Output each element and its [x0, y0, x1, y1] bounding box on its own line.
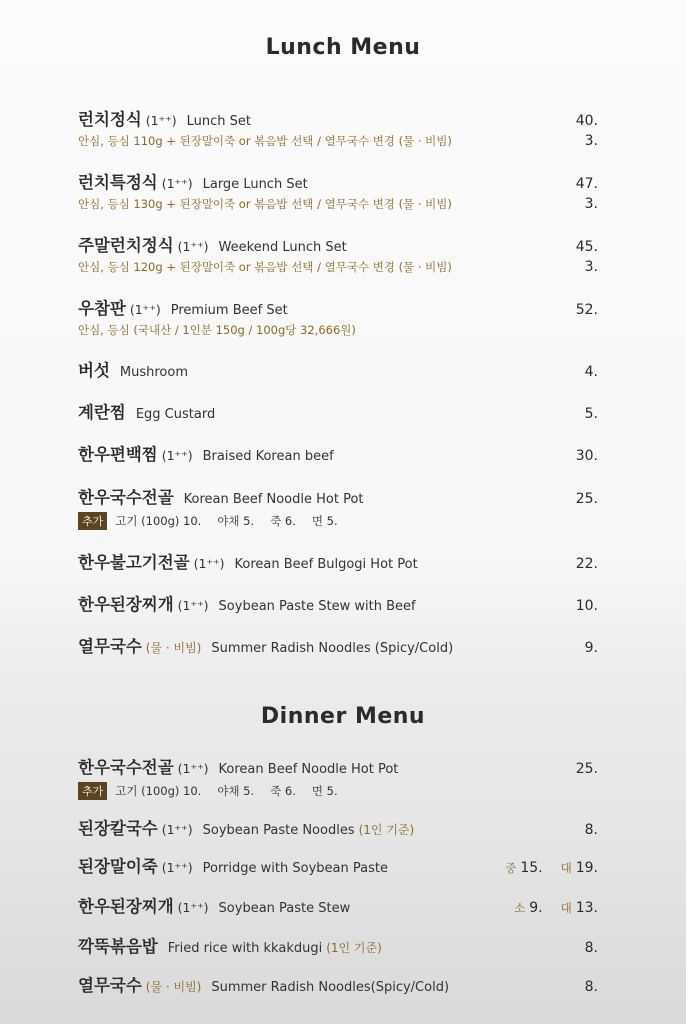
item-name-kr: 한우된장찌개: [78, 897, 174, 916]
item-grade: (1⁺⁺): [177, 239, 209, 254]
item-note: (물 · 비빔): [145, 980, 202, 994]
item-price: 8.: [584, 940, 598, 956]
item-name-en: Premium Beef Set: [170, 303, 288, 318]
addon-item: 야채 5.: [217, 514, 255, 528]
menu-item-lunch-set: [78, 106, 598, 149]
item-name-en: Korean Beef Bulgogi Hot Pot: [234, 557, 418, 572]
item-price: 8.: [584, 979, 598, 995]
size-prices: [514, 900, 598, 916]
menu-item-beef-noodle-hot-pot-dinner: [78, 754, 598, 800]
item-name-kr: 한우불고기전골: [78, 553, 190, 572]
item-name-kr: 한우된장찌개: [78, 595, 174, 614]
item-grade: (1⁺⁺): [161, 448, 193, 463]
item-name-kr: 한우국수전골: [78, 758, 174, 777]
addon-item: 죽 6.: [270, 784, 296, 798]
item-price: 9.: [584, 640, 598, 656]
addon-badge: 추가: [78, 782, 107, 800]
item-name-en: Summer Radish Noodles (Spicy/Cold): [211, 641, 454, 656]
menu-item-braised-beef: [78, 441, 598, 465]
item-name-en: Fried rice with kkakdugi: [167, 941, 323, 956]
item-name-kr: 한우국수전골: [78, 488, 174, 507]
menu-item-soybean-noodles: [78, 815, 598, 839]
menu-item-soybean-paste-stew: [78, 893, 598, 917]
addon-item: 고기 (100g) 10.: [115, 784, 202, 798]
item-name-en: Large Lunch Set: [202, 177, 308, 192]
item-note: (물 · 비빔): [145, 641, 202, 655]
item-name-kr: 런치정식: [78, 110, 142, 129]
menu-item-beef-noodle-hot-pot: [78, 484, 598, 530]
menu-item-soybean-stew-beef: [78, 591, 598, 615]
item-grade: (1⁺⁺): [161, 176, 193, 191]
addon-list: [78, 782, 598, 800]
option-price: 3.: [584, 133, 598, 149]
menu-item-mushroom: [78, 357, 598, 381]
item-grade: (1⁺⁺): [177, 598, 209, 613]
addon-item: 죽 6.: [270, 514, 296, 528]
item-price: 8.: [584, 822, 598, 838]
item-grade: (1⁺⁺): [177, 761, 209, 776]
dinner-menu-title: Dinner Menu: [260, 704, 426, 729]
addon-item: 야채 5.: [217, 784, 255, 798]
item-price: 25.: [575, 491, 598, 507]
item-price: 40.: [575, 113, 598, 129]
menu-item-large-lunch-set: [78, 169, 598, 212]
item-name-en: Braised Korean beef: [202, 449, 334, 464]
item-price: 22.: [575, 556, 598, 572]
item-price: 5.: [584, 406, 598, 422]
menu-item-egg-custard: [78, 399, 598, 423]
menu-item-weekend-lunch-set: [78, 232, 598, 275]
addon-badge: 추가: [78, 512, 107, 530]
option-price: 3.: [584, 259, 598, 275]
item-name-en: Soybean Paste Noodles: [202, 823, 355, 838]
item-description: 안심, 등심 120g + 된장말이죽 or 볶음밥 선택 / 열무국수 변경 (물 · 비빔): [78, 260, 452, 274]
item-grade: (1⁺⁺): [129, 302, 161, 317]
size-price: 9.: [529, 900, 543, 916]
item-note: (1인 기준): [326, 941, 382, 955]
item-description: 안심, 등심 (국내산 / 1인분 150g / 100g당 32,666원): [78, 323, 356, 337]
item-name-kr: 된장칼국수: [78, 819, 158, 838]
option-price: 3.: [584, 196, 598, 212]
size-price: 15.: [520, 860, 543, 876]
item-price: 25.: [575, 761, 598, 777]
item-grade: (1⁺⁺): [161, 822, 193, 837]
size-price: 19.: [575, 860, 598, 876]
item-name-kr: 한우편백찜: [78, 445, 158, 464]
item-name-en: Korean Beef Noodle Hot Pot: [218, 762, 399, 777]
item-name-en: Weekend Lunch Set: [218, 240, 347, 255]
item-price: 47.: [575, 176, 598, 192]
size-prices: [505, 860, 598, 876]
item-grade: (1⁺⁺): [161, 860, 193, 875]
item-grade: (1⁺⁺): [193, 556, 225, 571]
item-name-en: Mushroom: [119, 365, 188, 380]
item-price: 45.: [575, 239, 598, 255]
item-price: 10.: [575, 598, 598, 614]
size-price: 13.: [575, 900, 598, 916]
item-name-kr: 런치특정식: [78, 173, 158, 192]
item-price: 30.: [575, 448, 598, 464]
size-label: 소: [514, 901, 526, 915]
item-name-kr: 깍뚝볶음밥: [78, 937, 158, 956]
item-name-kr: 우참판: [78, 299, 126, 318]
item-name-kr: 된장말이죽: [78, 857, 158, 876]
menu-item-soybean-porridge: [78, 853, 598, 877]
item-description: 안심, 등심 130g + 된장말이죽 or 볶음밥 선택 / 열무국수 변경 (물 · 비빔): [78, 197, 452, 211]
item-name-en: Soybean Paste Stew: [218, 901, 351, 916]
item-description: 안심, 등심 110g + 된장말이죽 or 볶음밥 선택 / 열무국수 변경 (물 · 비빔): [78, 134, 452, 148]
item-name-kr: 주말런치정식: [78, 236, 174, 255]
addon-item: 고기 (100g) 10.: [115, 514, 202, 528]
item-name-kr: 버섯: [78, 361, 110, 380]
lunch-menu-title: Lunch Menu: [265, 35, 421, 60]
size-label: 대: [560, 861, 572, 875]
size-label: 대: [560, 901, 572, 915]
menu-item-radish-noodles-dinner: [78, 972, 598, 996]
item-name-en: Soybean Paste Stew with Beef: [218, 599, 416, 614]
item-price: 4.: [584, 364, 598, 380]
addon-item: 면 5.: [311, 784, 338, 798]
item-name-en: Porridge with Soybean Paste: [202, 861, 388, 876]
item-name-en: Korean Beef Noodle Hot Pot: [183, 492, 364, 507]
item-name-en: Summer Radish Noodles(Spicy/Cold): [211, 980, 450, 995]
addon-item: 면 5.: [311, 514, 338, 528]
size-label: 중: [505, 861, 517, 875]
menu-item-kkakdugi-fried-rice: [78, 933, 598, 957]
item-grade: (1⁺⁺): [177, 900, 209, 915]
item-name-kr: 열무국수: [78, 976, 142, 995]
item-note: (1인 기준): [358, 823, 415, 837]
item-name-kr: 계란찜: [78, 403, 126, 422]
menu-item-radish-noodles: [78, 633, 598, 657]
item-name-en: Lunch Set: [186, 114, 252, 129]
item-name-en: Egg Custard: [135, 407, 216, 422]
item-price: 52.: [575, 302, 598, 318]
item-name-kr: 열무국수: [78, 637, 142, 656]
menu-item-bulgogi-hot-pot: [78, 549, 598, 573]
addon-list: [78, 512, 598, 530]
item-grade: (1⁺⁺): [145, 113, 177, 128]
menu-item-premium-beef-set: [78, 295, 598, 338]
